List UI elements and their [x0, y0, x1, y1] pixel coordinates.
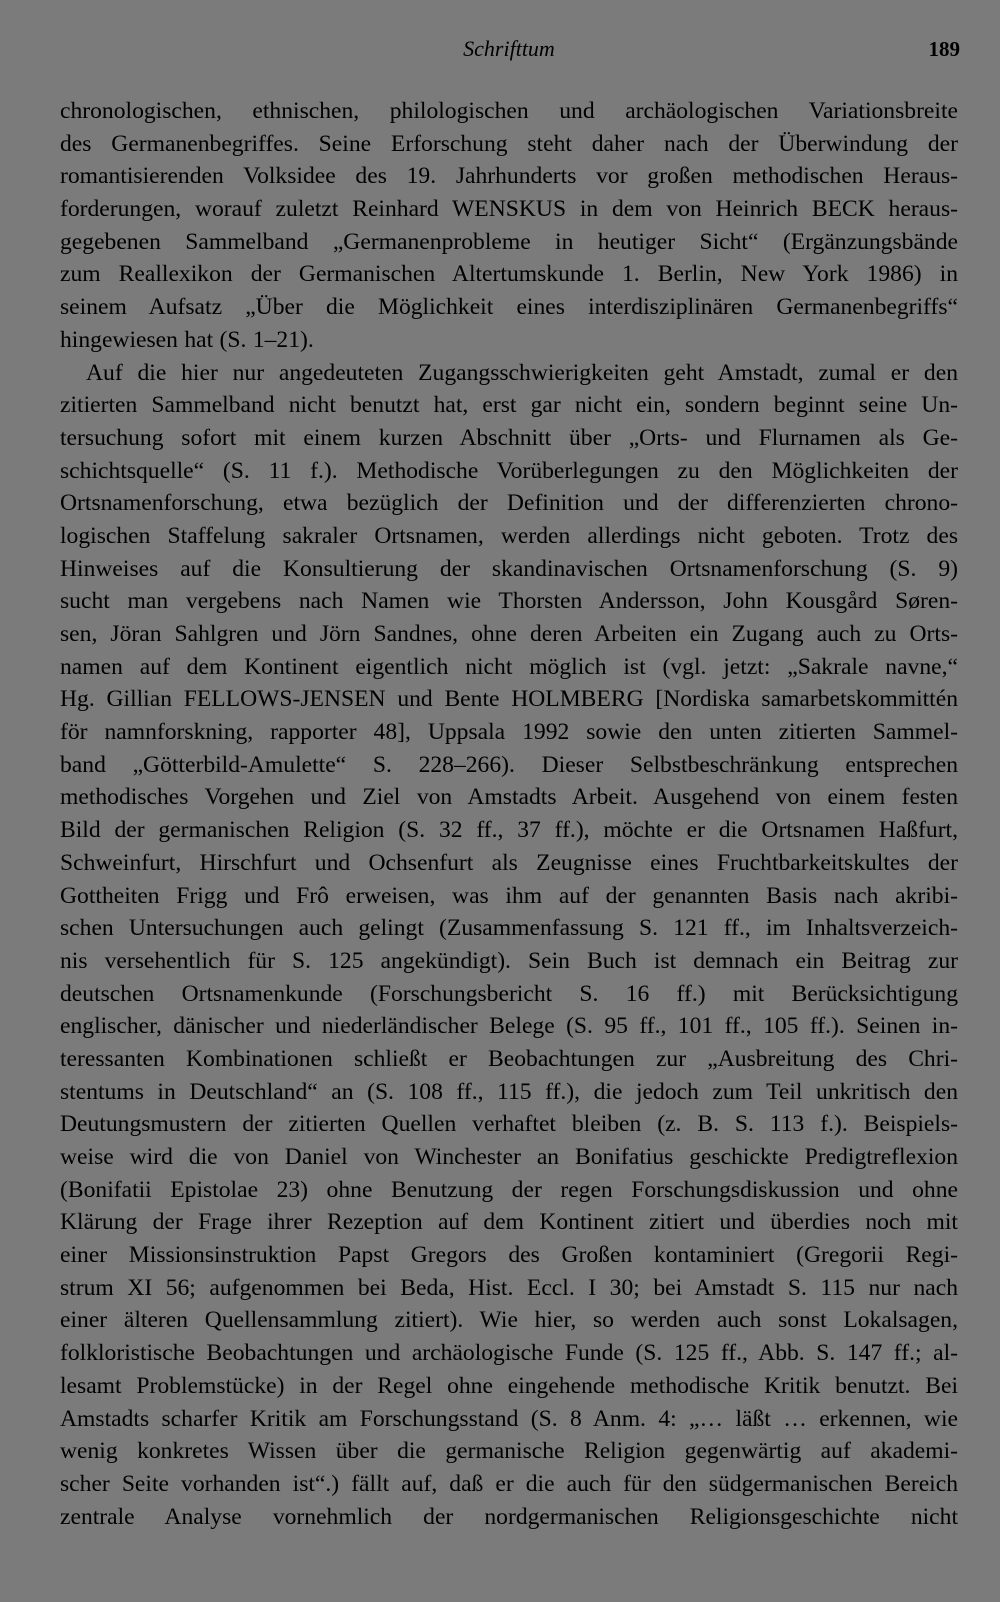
text-line: weise wird die von Daniel von Winchester an Bonifatius geschickte Predigtreflexion	[60, 1144, 958, 1170]
text-line: logischen Staffelung sakraler Ortsnamen, werden allerdings nicht geboten. Trotz des	[60, 522, 958, 549]
text-line: Auf die hier nur angedeuteten Zugangsschwierigkeiten geht Amstadt, zumal er den	[86, 359, 958, 386]
text-line: zentrale Analyse vornehmlich der nordgermanischen Religionsgeschichte nicht	[60, 1503, 958, 1530]
text-line: Bild der germanischen Religion (S. 32 ff., 37 ff.), möchte er die Ortsnamen Haßfurt,	[60, 817, 958, 844]
text-line: Amstadts scharfer Kritik am Forschungsstand (S. 8 Anm. 4: „… läßt … erkennen, wie	[60, 1405, 958, 1432]
text-line: zum Reallexikon der Germanischen Altertumskunde 1. Berlin, New York 1986) in	[60, 261, 958, 288]
text-line: des Germanenbegriffes. Seine Erforschung steht daher nach der Überwindung der	[60, 130, 958, 157]
text-line: lesamt Problemstücke) in der Regel ohne eingehende methodische Kritik benutzt. Bei	[60, 1372, 958, 1399]
text-line: teressanten Kombinationen schließt er Beobachtungen zur „Ausbreitung des Chri-	[60, 1045, 958, 1072]
text-line: nis versehentlich für S. 125 angekündigt). Sein Buch ist demnach ein Beitrag zur	[60, 947, 958, 974]
text-line: band „Götterbild-Amulette“ S. 228–266). Dieser Selbstbeschränkung entsprechen	[60, 751, 958, 778]
text-line: Hg. Gillian FELLOWS-JENSEN und Bente HOLMBERG [Nordiska samarbetskommittén	[60, 686, 958, 713]
text-line: methodisches Vorgehen und Ziel von Amstadts Arbeit. Ausgehend von einem festen	[60, 784, 958, 811]
text-line: (Bonifatii Epistolae 23) ohne Benutzung der regen Forschungsdiskussion und ohne	[60, 1176, 958, 1203]
text-line: englischer, dänischer und niederländischer Belege (S. 95 ff., 101 ff., 105 ff.). Seinen in-	[60, 1013, 958, 1040]
text-line: sucht man vergebens nach Namen wie Thorsten Andersson, John Kousgård Søren-	[60, 588, 958, 615]
text-line: deutschen Ortsnamenkunde (Forschungsbericht S. 16 ff.) mit Berücksichtigung	[60, 980, 958, 1007]
text-line: wenig konkretes Wissen über die germanische Religion gegenwärtig auf akademi-	[60, 1438, 958, 1465]
text-line: tersuchung sofort mit einem kurzen Abschnitt über „Orts- und Flurnamen als Ge-	[60, 424, 958, 451]
text-line: einer Missionsinstruktion Papst Gregors des Großen kontaminiert (Gregorii Regi-	[60, 1242, 958, 1269]
text-line: forderungen, worauf zuletzt Reinhard WENSKUS in dem von Heinrich BECK heraus-	[60, 196, 958, 223]
text-line: chronologischen, ethnischen, philologischen und archäologischen Variationsbreite	[60, 98, 958, 124]
page-header	[58, 34, 960, 64]
text-line: Klärung der Frage ihrer Rezeption auf dem Kontinent zitiert und überdies noch mit	[60, 1209, 958, 1236]
body-text	[60, 95, 958, 1533]
text-line: Ortsnamenforschung, etwa bezüglich der Definition und der differenzierten chrono-	[60, 490, 958, 517]
text-line: Schweinfurt, Hirschfurt und Ochsenfurt als Zeugnisse eines Fruchtbarkeitskultes der	[60, 849, 958, 876]
text-line: romantisierenden Volksidee des 19. Jahrhunderts vor großen methodischen Heraus-	[60, 163, 958, 190]
text-line: zitierten Sammelband nicht benutzt hat, erst gar nicht ein, sondern beginnt seine Un-	[60, 392, 958, 419]
text-line: strum XI 56; aufgenommen bei Beda, Hist. Eccl. I 30; bei Amstadt S. 115 nur nach	[60, 1274, 958, 1301]
running-title: Schrifttum	[463, 36, 555, 61]
text-line: Gottheiten Frigg und Frô erweisen, was ihm auf der genannten Basis nach akribi-	[60, 882, 958, 909]
text-line: stentums in Deutschland“ an (S. 108 ff., 115 ff.), die jedoch zum Teil unkritisch den	[60, 1078, 958, 1105]
text-line: folkloristische Beobachtungen und archäologische Funde (S. 125 ff., Abb. S. 147 ff.; al-	[60, 1340, 958, 1367]
text-line: hingewiesen hat (S. 1–21).	[60, 326, 314, 353]
text-line: schen Untersuchungen auch gelingt (Zusammenfassung S. 121 ff., im Inhaltsverzeich-	[60, 915, 958, 942]
text-line: scher Seite vorhanden ist“.) fällt auf, daß er die auch für den südgermanischen Bereich	[60, 1470, 958, 1497]
page-number: 189	[928, 37, 960, 61]
text-line: gegebenen Sammelband „Germanenprobleme in heutiger Sicht“ (Ergänzungsbände	[60, 228, 958, 255]
text-line: Deutungsmustern der zitierten Quellen verhaftet bleiben (z. B. S. 113 f.). Beispiels-	[60, 1111, 958, 1138]
text-line: namen auf dem Kontinent eigentlich nicht möglich ist (vgl. jetzt: „Sakrale navne,“	[60, 653, 958, 680]
text-line: seinem Aufsatz „Über die Möglichkeit eines interdisziplinären Germanenbegriffs“	[60, 294, 958, 321]
text-line: einer älteren Quellensammlung zitiert). Wie hier, so werden auch sonst Lokalsagen,	[60, 1307, 958, 1334]
text-line: schichtsquelle“ (S. 11 f.). Methodische Vorüberlegungen zu den Möglichkeiten der	[60, 457, 958, 484]
text-line: för namnforskning, rapporter 48], Uppsala 1992 sowie den unten zitierten Sammel-	[60, 719, 958, 746]
text-line: sen, Jöran Sahlgren und Jörn Sandnes, ohne deren Arbeiten ein Zugang auch zu Orts-	[60, 621, 958, 647]
text-line: Hinweises auf die Konsultierung der skandinavischen Ortsnamenforschung (S. 9)	[60, 555, 958, 582]
